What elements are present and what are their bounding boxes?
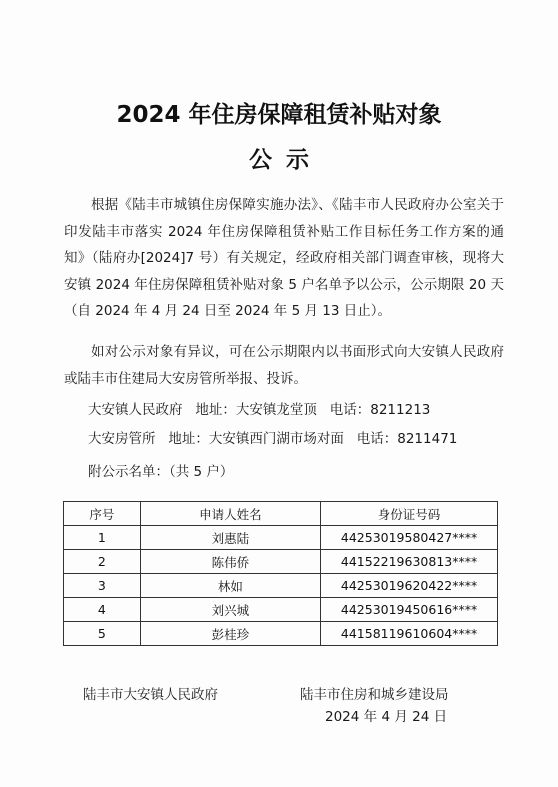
table-row xyxy=(64,574,498,598)
table-row xyxy=(64,526,498,550)
list-caption: 附公示名单：（共 5 户） xyxy=(88,464,234,480)
row-id-number: 44158119610604**** xyxy=(321,622,498,646)
row-applicant-name: 刘兴城 xyxy=(140,598,320,622)
table-row xyxy=(64,550,498,574)
row-index: 5 xyxy=(64,622,141,646)
header-index: 序号 xyxy=(64,502,141,526)
row-applicant-name: 林如 xyxy=(140,574,320,598)
row-id-number: 44253019450616**** xyxy=(321,598,498,622)
paragraph-basis: 根据《陆丰市城镇住房保障实施办法》、《陆丰市人民政府办公室关于印发陆丰市落实 2024 年住房保障租赁补贴工作目标任务工作方案的通知》（陆府办[2024]7 号）有关规定，经政府相关部门调查审核，现将大安镇 2024 年住房保障租赁补贴对象 5 户名单予以公示，公示期限 20 天（自 2024 年 4 月 24 日至 2024 年 5 月 13 日止）。 xyxy=(64,197,504,319)
row-index: 2 xyxy=(64,550,141,574)
table-row xyxy=(64,622,498,646)
signature-housing-bureau: 陆丰市住房和城乡建设局 xyxy=(300,687,449,703)
objection-section xyxy=(64,339,504,392)
header-id-number: 身份证号码 xyxy=(321,502,498,526)
row-id-number: 44152219630813**** xyxy=(321,550,498,574)
document-subtitle: 公示 xyxy=(249,147,323,173)
contact-housing-office: 大安房管所 地址：大安镇西门湖市场对面 电话：8211471 xyxy=(88,431,458,447)
contact-town-government: 大安镇人民政府 地址：大安镇龙堂顶 电话：8211213 xyxy=(88,402,431,418)
notice-body xyxy=(64,192,504,325)
row-id-number: 44253019580427**** xyxy=(321,526,498,550)
signature-town-government: 陆丰市大安镇人民政府 xyxy=(83,687,218,703)
row-index: 3 xyxy=(64,574,141,598)
header-applicant-name: 申请人姓名 xyxy=(140,502,320,526)
recipient-table xyxy=(63,501,498,646)
table-row xyxy=(64,598,498,622)
paragraph-objection: 如对公示对象有异议，可在公示期限内以书面形式向大安镇人民政府或陆丰市住建局大安房管所举报、投诉。 xyxy=(64,344,504,387)
row-applicant-name: 陈伟侨 xyxy=(140,550,320,574)
row-id-number: 44253019620422**** xyxy=(321,574,498,598)
document-title: 2024 年住房保障租赁补贴对象 xyxy=(116,102,442,128)
row-index: 1 xyxy=(64,526,141,550)
row-index: 4 xyxy=(64,598,141,622)
signature-date: 2024 年 4 月 24 日 xyxy=(325,709,448,725)
row-applicant-name: 刘惠陆 xyxy=(140,526,320,550)
table-header-row xyxy=(64,502,498,526)
row-applicant-name: 彭桂珍 xyxy=(140,622,320,646)
